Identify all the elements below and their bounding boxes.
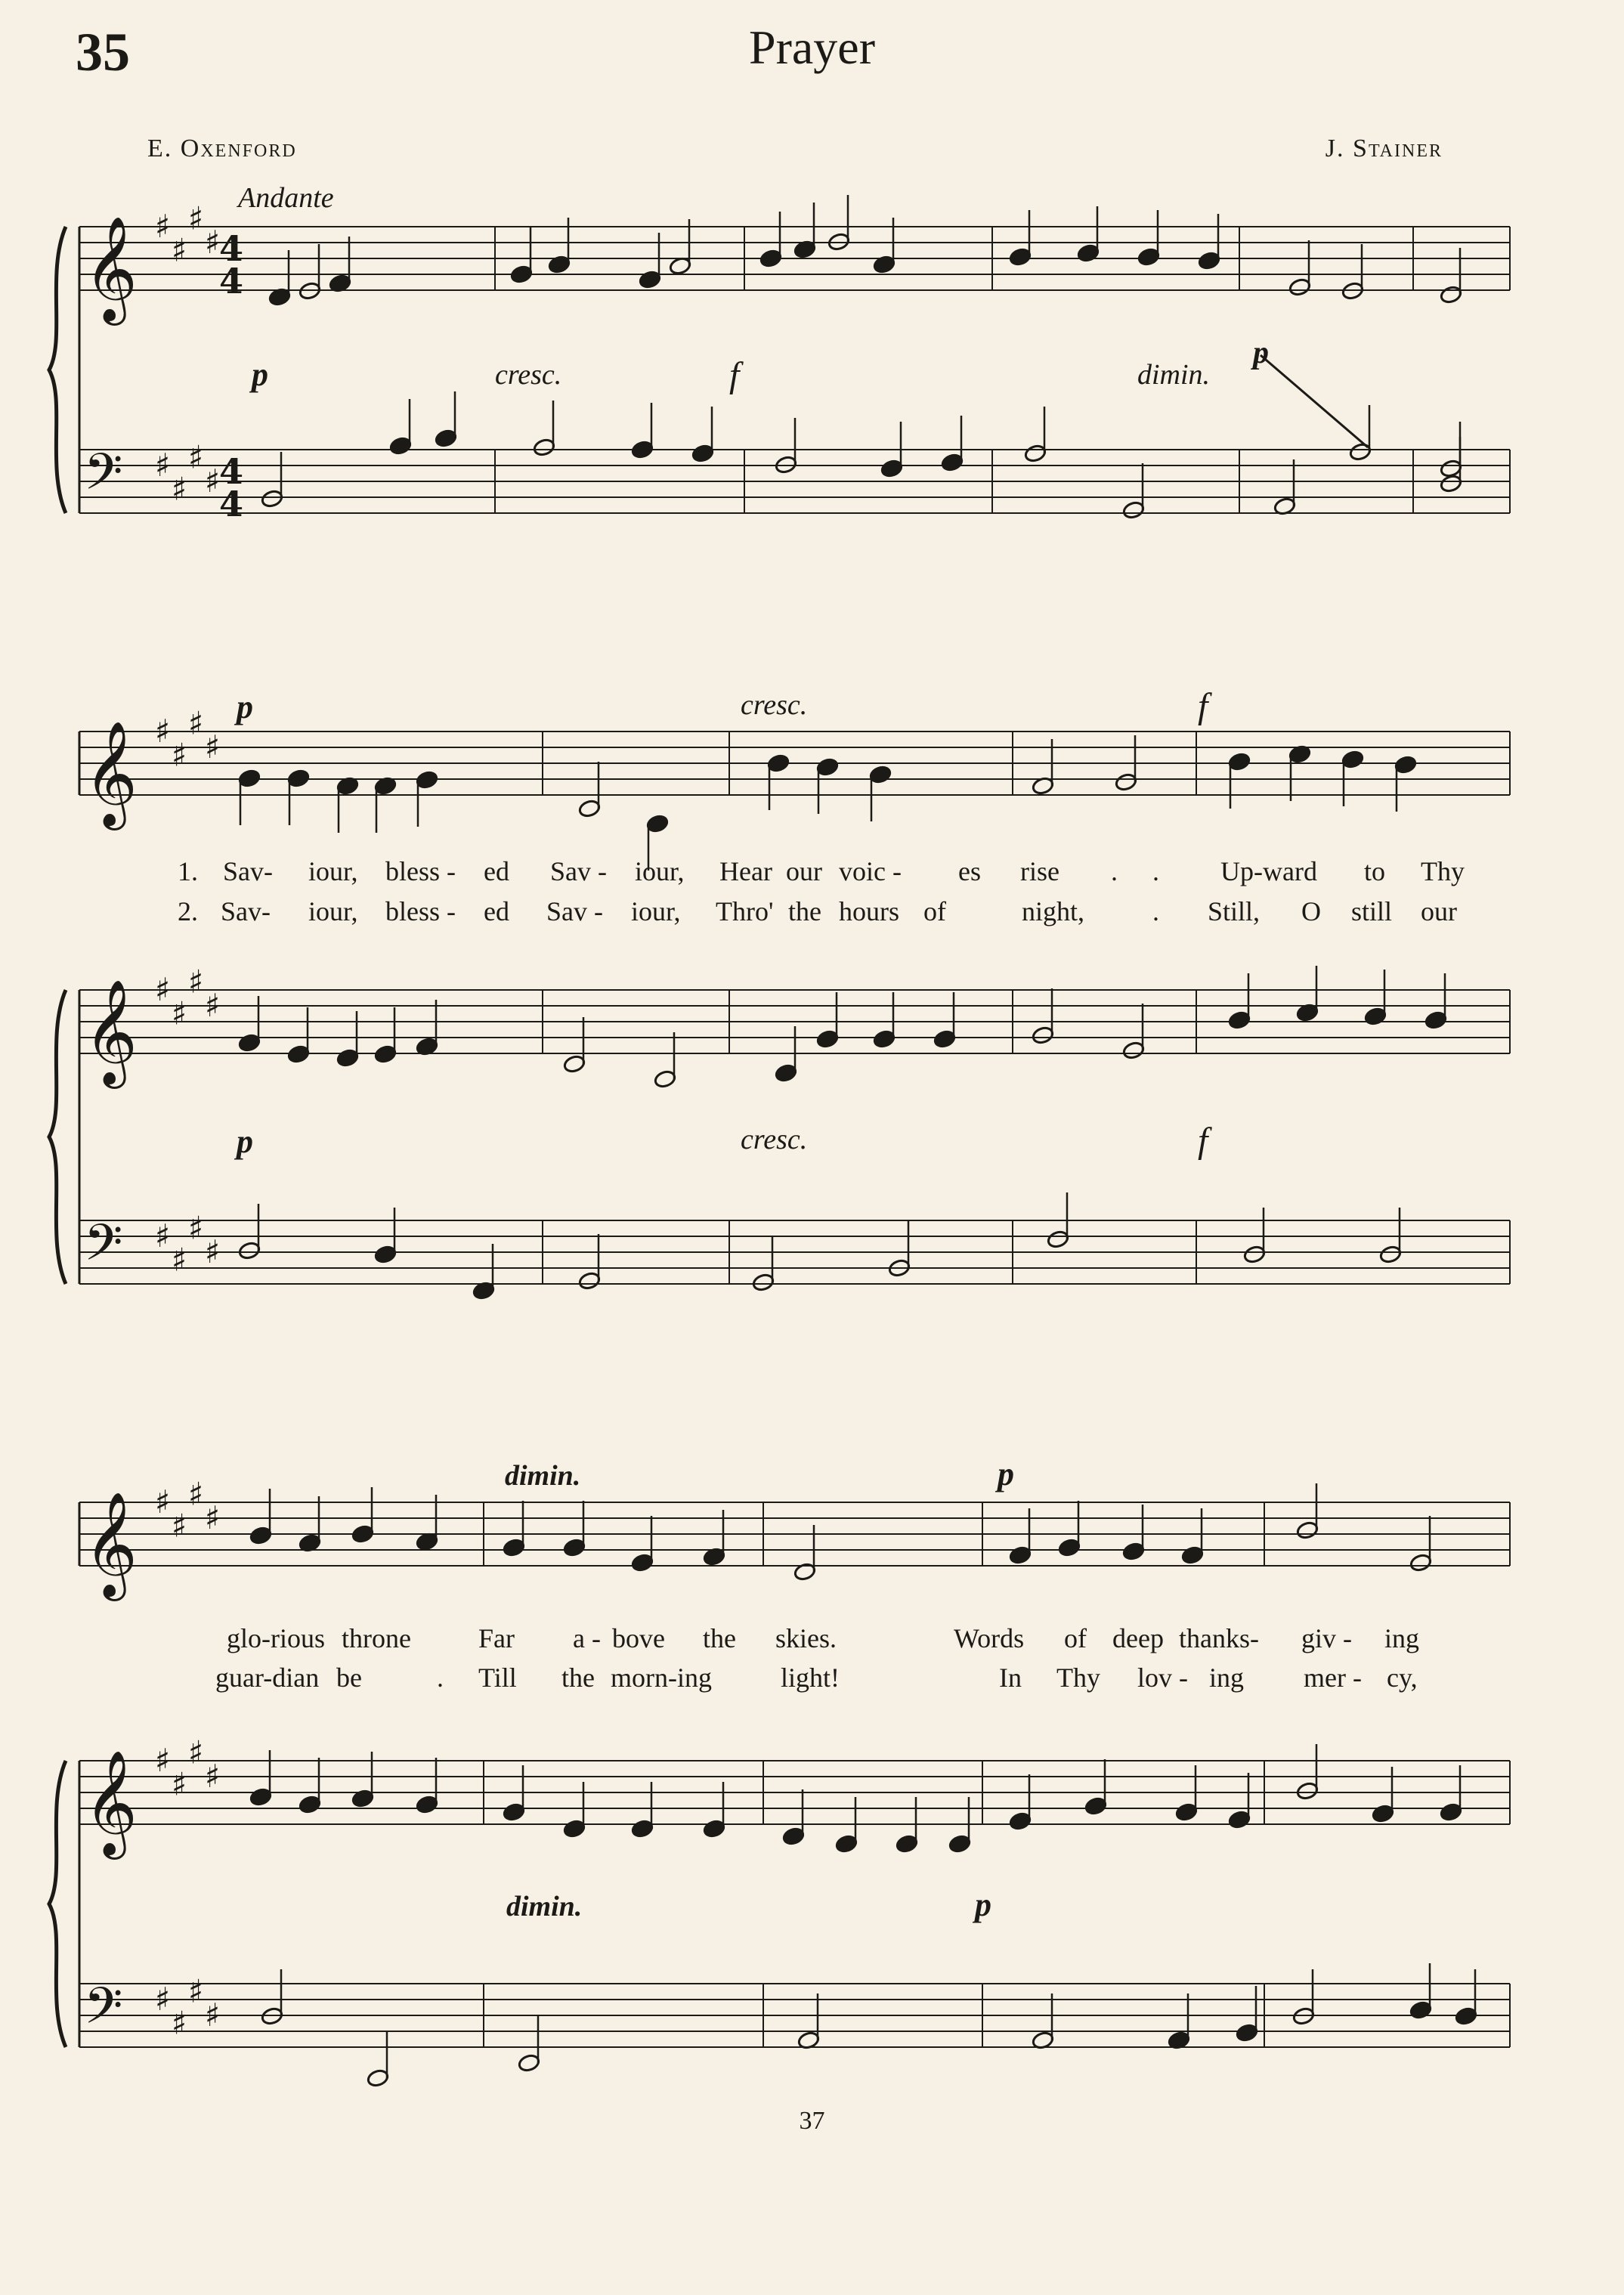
svg-text:In: In — [999, 1662, 1022, 1693]
half-note — [1024, 444, 1047, 463]
svg-text:voic -: voic - — [839, 856, 902, 886]
quarter-note — [1175, 1802, 1199, 1822]
svg-text:Thy: Thy — [1056, 1662, 1100, 1693]
treble-clef: 𝄞 — [84, 216, 138, 321]
sharp-sign: ♯ — [172, 1241, 187, 1279]
composer-credit: J. Stainer — [1325, 135, 1443, 162]
lyrics-verse-1 — [178, 856, 1465, 886]
sharp-sign: ♯ — [205, 728, 221, 766]
svg-text:hours: hours — [839, 896, 899, 926]
time-signature: 4 — [219, 451, 244, 492]
quarter-note — [775, 1063, 798, 1083]
sharp-sign: ♯ — [188, 1475, 204, 1513]
svg-text:ed: ed — [484, 856, 509, 886]
svg-text:2.: 2. — [178, 896, 198, 926]
half-note — [1047, 1229, 1070, 1249]
half-note — [752, 1273, 775, 1292]
sharp-sign: ♯ — [205, 1499, 221, 1536]
quarter-note — [249, 1787, 273, 1807]
tie-line — [1261, 355, 1368, 447]
svg-text:Thy: Thy — [1421, 856, 1465, 886]
sharp-sign: ♯ — [155, 971, 171, 1008]
svg-text:iour,: iour, — [308, 896, 358, 926]
quarter-note — [299, 1795, 322, 1814]
sharp-sign: ♯ — [188, 963, 204, 1001]
half-note — [563, 1054, 586, 1074]
author-credit: E. Oxenford — [147, 135, 297, 162]
lyrics-verse-2 — [215, 1662, 1418, 1693]
half-note — [1440, 474, 1463, 493]
piano-brace — [49, 227, 66, 513]
half-note — [793, 1562, 817, 1582]
quarter-note — [416, 770, 439, 790]
svg-text:1.: 1. — [178, 856, 198, 886]
dynamic-marking: f — [1198, 1121, 1208, 1161]
half-note — [1349, 442, 1372, 462]
svg-text:guar-dian: guar-dian — [215, 1662, 320, 1693]
quarter-note — [238, 769, 261, 788]
svg-text:be: be — [336, 1662, 362, 1693]
dynamic-marking: dimin. — [1137, 359, 1211, 391]
svg-text:Sav -: Sav - — [546, 896, 603, 926]
quarter-note — [1440, 1802, 1463, 1822]
treble-clef: 𝄞 — [84, 1492, 138, 1597]
tempo-marking: Andante — [238, 182, 334, 214]
svg-text:Till: Till — [478, 1662, 517, 1693]
quarter-note — [880, 459, 904, 478]
half-note — [1032, 1025, 1055, 1045]
svg-text:.: . — [1152, 896, 1159, 926]
time-signature: 4 — [219, 484, 244, 524]
quarter-note — [816, 1029, 840, 1049]
quarter-note — [816, 757, 840, 777]
quarter-note — [249, 1526, 273, 1545]
half-note — [367, 2068, 390, 2088]
svg-text:bove: bove — [612, 1623, 665, 1653]
quarter-note — [238, 1033, 261, 1053]
quarter-note — [510, 264, 534, 284]
dynamic-marking: cresc. — [741, 689, 808, 721]
sharp-sign: ♯ — [205, 462, 221, 500]
quarter-note — [287, 1044, 311, 1064]
sharp-sign: ♯ — [188, 1972, 204, 2010]
quarter-note — [703, 1819, 726, 1839]
half-note — [1288, 277, 1312, 297]
quarter-note — [351, 1524, 375, 1544]
svg-text:of: of — [923, 896, 946, 926]
sharp-sign: ♯ — [188, 199, 204, 237]
half-note — [533, 438, 556, 457]
quarter-note — [1372, 1804, 1395, 1823]
bass-clef: 𝄢 — [84, 1977, 123, 2047]
svg-text:bless -: bless - — [385, 856, 456, 886]
svg-text:iour,: iour, — [635, 856, 685, 886]
quarter-note — [896, 1834, 919, 1854]
quarter-note — [1364, 1007, 1387, 1026]
sharp-sign: ♯ — [172, 736, 187, 774]
svg-text:iour,: iour, — [631, 896, 681, 926]
quarter-note — [1009, 247, 1032, 267]
sharp-sign: ♯ — [205, 1233, 221, 1270]
svg-text:Sav -: Sav - — [550, 856, 607, 886]
svg-text:to: to — [1364, 856, 1386, 886]
svg-text:.: . — [1111, 856, 1118, 886]
svg-text:glo-rious: glo-rious — [227, 1623, 325, 1653]
svg-text:lov -: lov - — [1137, 1662, 1188, 1693]
quarter-note — [1236, 2023, 1259, 2043]
svg-text:Sav-: Sav- — [223, 856, 273, 886]
sharp-sign: ♯ — [205, 987, 221, 1024]
svg-text:skies.: skies. — [775, 1623, 837, 1653]
sharp-sign: ♯ — [172, 470, 187, 508]
quarter-note — [1198, 251, 1221, 271]
sharp-sign: ♯ — [188, 1209, 204, 1247]
half-note — [1122, 500, 1146, 520]
quarter-note — [631, 1819, 654, 1839]
lyrics-verse-1 — [227, 1623, 1419, 1653]
sharp-sign: ♯ — [188, 704, 204, 742]
half-note — [261, 489, 284, 509]
svg-text:a -: a - — [573, 1623, 601, 1653]
quarter-note — [374, 1044, 397, 1064]
half-note — [578, 1271, 602, 1291]
quarter-note — [548, 255, 571, 274]
svg-text:Sav-: Sav- — [221, 896, 271, 926]
svg-text:O: O — [1301, 896, 1321, 926]
half-note — [1115, 772, 1138, 792]
quarter-note — [503, 1802, 526, 1822]
hymn-number: 35 — [76, 22, 130, 82]
quarter-note — [1122, 1542, 1146, 1561]
sharp-sign: ♯ — [172, 1507, 187, 1545]
sharp-sign: ♯ — [172, 231, 187, 269]
dynamic-marking: dimin. — [506, 1891, 583, 1922]
svg-text:the: the — [788, 896, 821, 926]
svg-text:es: es — [958, 856, 981, 886]
sharp-sign: ♯ — [172, 2004, 187, 2042]
quarter-note — [835, 1834, 858, 1854]
svg-text:light!: light! — [781, 1662, 840, 1693]
dynamic-marking: p — [975, 1886, 991, 1923]
quarter-note — [873, 1029, 896, 1049]
half-note — [1296, 1781, 1319, 1801]
quarter-note — [287, 769, 311, 788]
svg-text:Up-ward: Up-ward — [1220, 856, 1317, 886]
quarter-note — [1228, 1810, 1251, 1830]
time-signature: 4 — [219, 261, 244, 302]
half-note — [518, 2053, 541, 2073]
time-signature: 4 — [219, 228, 244, 269]
sharp-sign: ♯ — [172, 1765, 187, 1803]
quarter-note — [759, 249, 783, 268]
treble-clef: 𝄞 — [84, 979, 138, 1084]
quarter-note — [1228, 752, 1251, 772]
svg-text:thanks-: thanks- — [1179, 1623, 1259, 1653]
svg-text:.: . — [437, 1662, 444, 1693]
half-note — [654, 1069, 677, 1089]
quarter-note — [1424, 1010, 1448, 1030]
quarter-note — [1409, 2000, 1433, 2020]
quarter-note — [374, 1245, 397, 1264]
quarter-note — [1181, 1545, 1205, 1565]
sharp-sign: ♯ — [155, 447, 171, 484]
svg-text:Thro': Thro' — [716, 896, 774, 926]
quarter-note — [563, 1538, 586, 1557]
quarter-note — [933, 1029, 957, 1049]
quarter-note — [435, 428, 458, 448]
quarter-note — [503, 1538, 526, 1557]
svg-text:the: the — [561, 1662, 595, 1693]
quarter-note — [873, 255, 896, 274]
page-title: Prayer — [748, 20, 876, 74]
quarter-note — [563, 1819, 586, 1839]
piano-brace — [49, 990, 66, 1284]
svg-text:Still,: Still, — [1208, 896, 1261, 926]
piano-brace — [49, 1761, 66, 2047]
sharp-sign: ♯ — [172, 994, 187, 1032]
svg-text:Words: Words — [954, 1623, 1025, 1653]
dynamic-marking: f — [1198, 686, 1208, 726]
svg-text:ed: ed — [484, 896, 509, 926]
svg-text:ing: ing — [1384, 1623, 1420, 1653]
quarter-note — [1137, 247, 1161, 267]
svg-text:our: our — [786, 856, 822, 886]
sharp-sign: ♯ — [188, 438, 204, 476]
sharp-sign: ♯ — [205, 1997, 221, 2034]
svg-text:bless -: bless - — [385, 896, 456, 926]
svg-text:Hear: Hear — [719, 856, 772, 886]
svg-text:night,: night, — [1022, 896, 1085, 926]
quarter-note — [639, 270, 662, 289]
svg-text:mer -: mer - — [1304, 1662, 1362, 1693]
half-note — [1440, 285, 1463, 305]
svg-text:morn-ing: morn-ing — [611, 1662, 712, 1693]
dynamic-marking: cresc. — [495, 359, 562, 391]
quarter-note — [336, 1048, 360, 1068]
half-note — [1122, 1041, 1146, 1060]
quarter-note — [767, 753, 790, 773]
svg-text:cy,: cy, — [1387, 1662, 1418, 1693]
sharp-sign: ♯ — [155, 713, 171, 750]
svg-text:our: our — [1421, 896, 1457, 926]
quarter-note — [631, 1553, 654, 1573]
bass-clef: 𝄢 — [84, 1214, 123, 1284]
page-number: 37 — [799, 2107, 825, 2135]
svg-text:Far: Far — [478, 1623, 515, 1653]
dynamic-marking: f — [729, 355, 740, 395]
dynamic-marking: p — [1253, 336, 1269, 370]
svg-text:of: of — [1064, 1623, 1087, 1653]
svg-text:.: . — [1152, 856, 1159, 886]
sharp-sign: ♯ — [155, 1217, 171, 1254]
quarter-note — [1455, 2006, 1478, 2026]
sharp-sign: ♯ — [155, 1981, 171, 2018]
bass-clef: 𝄢 — [84, 443, 123, 513]
svg-text:the: the — [703, 1623, 736, 1653]
sharp-sign: ♯ — [155, 1742, 171, 1779]
half-note — [1409, 1553, 1433, 1573]
svg-text:deep: deep — [1112, 1623, 1164, 1653]
sharp-sign: ♯ — [155, 208, 171, 245]
quarter-note — [631, 440, 654, 459]
dynamic-marking: p — [998, 1455, 1014, 1492]
quarter-note — [782, 1826, 806, 1846]
dynamic-marking: dimin. — [505, 1460, 581, 1492]
treble-clef: 𝄞 — [84, 721, 138, 826]
sharp-sign: ♯ — [205, 1758, 221, 1795]
svg-text:rise: rise — [1020, 856, 1059, 886]
svg-text:giv -: giv - — [1301, 1623, 1352, 1653]
half-note — [1440, 459, 1463, 478]
quarter-note — [1084, 1796, 1108, 1816]
quarter-note — [416, 1795, 439, 1814]
svg-text:still: still — [1351, 896, 1393, 926]
sharp-sign: ♯ — [188, 1734, 204, 1771]
half-note — [1243, 1245, 1267, 1264]
sharp-sign: ♯ — [205, 224, 221, 261]
dynamic-marking: p — [237, 688, 253, 725]
dynamic-marking: cresc. — [741, 1124, 808, 1155]
dynamic-marking: p — [252, 356, 268, 393]
lyrics-verse-2 — [178, 896, 1457, 926]
half-note — [578, 799, 602, 818]
svg-text:ing: ing — [1209, 1662, 1245, 1693]
svg-text:throne: throne — [342, 1623, 411, 1653]
quarter-note — [1394, 755, 1418, 775]
quarter-note — [948, 1834, 972, 1854]
quarter-note — [1077, 243, 1100, 263]
quarter-note — [691, 444, 715, 463]
svg-text:iour,: iour, — [308, 856, 358, 886]
sharp-sign: ♯ — [155, 1483, 171, 1520]
quarter-note — [941, 453, 964, 472]
half-note — [1379, 1245, 1403, 1264]
quarter-note — [869, 765, 892, 784]
dynamic-marking: p — [237, 1123, 253, 1160]
quarter-note — [389, 436, 413, 456]
quarter-note — [351, 1789, 375, 1808]
quarter-note — [1058, 1538, 1081, 1557]
half-note — [1296, 1520, 1319, 1540]
quarter-note — [1341, 750, 1365, 769]
quarter-note — [646, 814, 670, 834]
quarter-note — [1009, 1545, 1032, 1565]
half-note — [238, 1241, 261, 1260]
quarter-note — [1009, 1811, 1032, 1831]
quarter-note — [1228, 1010, 1251, 1030]
treble-clef: 𝄞 — [84, 1750, 138, 1855]
